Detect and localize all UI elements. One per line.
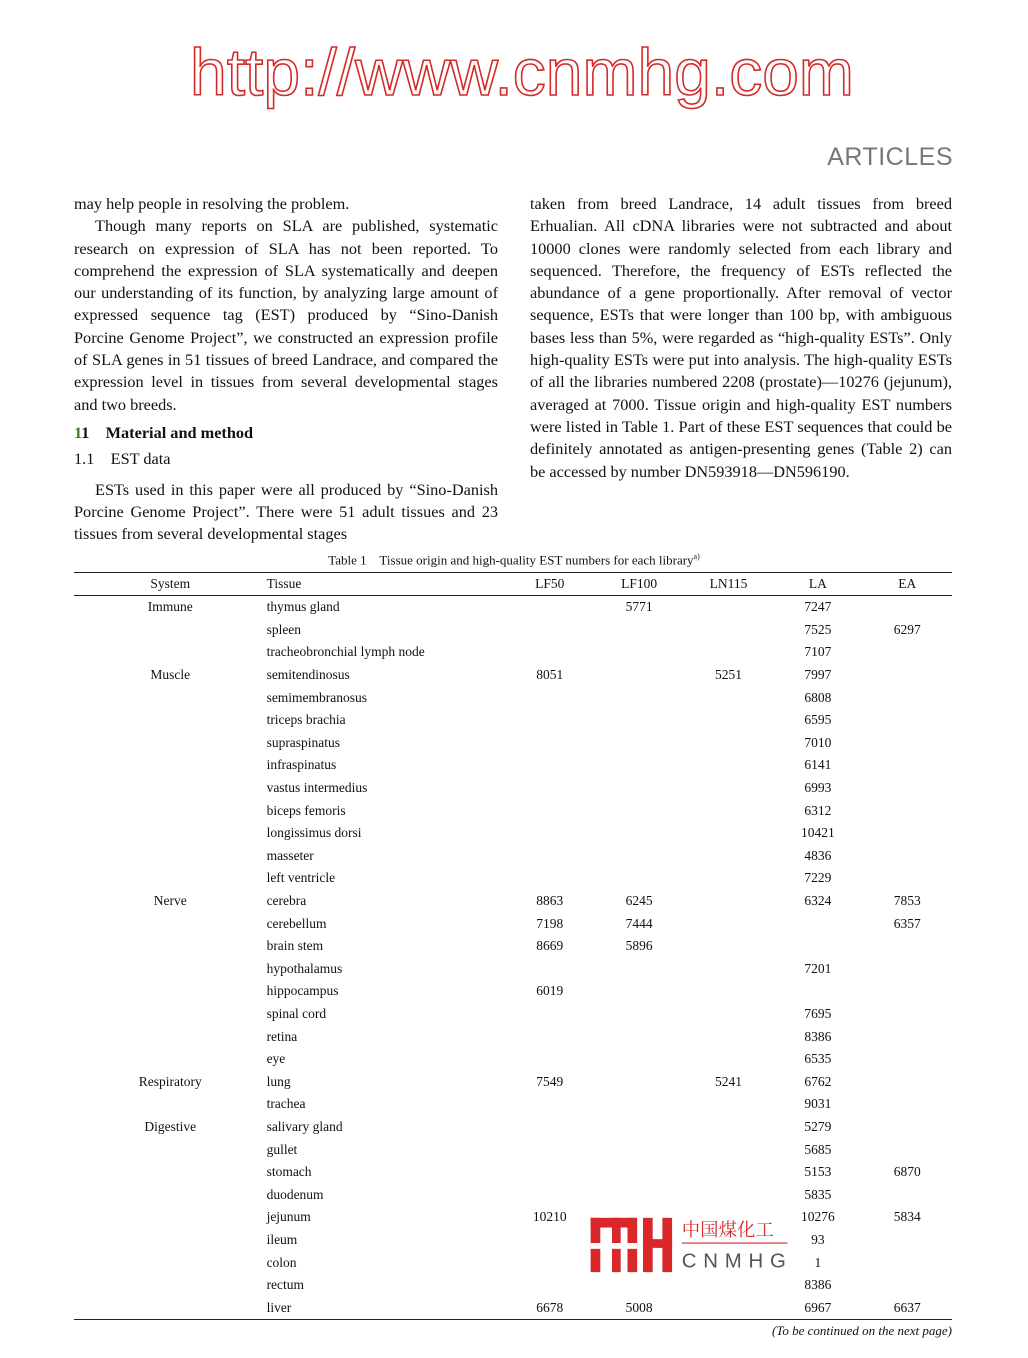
col-header: System [74,573,267,596]
ea-cell: 6357 [893,915,921,931]
lf50-cell [505,1003,594,1026]
col-header: LN115 [684,573,773,596]
ln115-cell [684,1161,773,1184]
tissue-cell: liver [267,1296,505,1319]
tissue-cell: trachea [266,1096,306,1112]
ln115-cell [684,1296,773,1319]
system-cell [74,822,267,845]
table-caption [0,552,1028,568]
tissue-cell: eye [266,1051,286,1067]
la-cell: 4836 [804,847,832,863]
lf50-cell: 8863 [536,893,564,909]
lf50-cell [505,619,594,642]
system-cell [74,777,267,800]
system-cell [74,958,267,981]
lf100-cell [594,754,683,777]
la-cell: 7107 [804,644,832,660]
tissue-cell: salivary gland [266,1118,343,1134]
lf50-cell [505,777,594,800]
system-cell [74,1048,267,1071]
lf50-cell [505,867,594,890]
table-row [74,845,952,868]
la-cell: 6141 [804,757,832,773]
lf100-cell [594,799,683,822]
system-cell [74,641,267,664]
la-cell: 7695 [804,1005,832,1021]
lf50-cell [505,1161,594,1184]
table-header-row [74,573,952,596]
system-cell [74,845,267,868]
la-cell: 5685 [804,1141,832,1157]
lf50-cell [505,754,594,777]
table-row [74,1138,952,1161]
system-cell [74,1229,267,1252]
tissue-cell: spleen [266,621,302,637]
table-row [74,1206,952,1229]
table-row [74,1093,952,1116]
lf50-cell [505,1025,594,1048]
logo-cn: 中国煤化工 [681,1220,774,1242]
lf100-cell [594,1116,683,1139]
ln115-cell [684,754,773,777]
lf50-cell: 7198 [536,915,564,931]
system-cell [74,709,267,732]
lf50-cell [505,822,594,845]
table-row [74,1274,952,1297]
tissue-cell: lung [266,1073,291,1089]
ln115-cell [684,1183,773,1206]
lf100-cell [594,686,683,709]
ln115-cell [684,912,773,935]
ln115-cell [684,732,773,755]
lf50-cell [505,596,594,619]
table-row [74,935,952,958]
lf50-cell [505,709,594,732]
system-cell [74,1296,267,1319]
table-row [74,1183,952,1206]
col-header: LF50 [505,573,594,596]
lf50-cell [505,1048,594,1071]
ea-cell [863,1025,952,1048]
table-row [74,799,952,822]
la-cell: 6808 [804,689,832,705]
tissue-cell: rectum [266,1277,305,1293]
ln115-cell [684,1274,773,1297]
la-cell [773,980,862,1003]
tissue-cell: spinal cord [266,1005,327,1021]
table-row [74,686,952,709]
system-cell [74,1093,267,1116]
lf100-cell [594,777,683,800]
system-cell [74,1274,267,1297]
tissue-cell: semimembranosus [266,689,368,705]
system-cell [74,1251,267,1274]
est-table [74,572,952,1320]
la-cell: 1 [814,1254,822,1270]
watermark-text: http://www.cnmhg.com [190,35,854,109]
lf100-cell [594,845,683,868]
lf100-cell [594,1025,683,1048]
ea-cell [863,867,952,890]
ea-cell [863,958,952,981]
system-cell [74,1183,267,1206]
table-row [74,1003,952,1026]
ln115-cell [684,709,773,732]
tissue-cell: cerebra [266,893,307,909]
la-cell: 8386 [804,1277,832,1293]
la-cell: 93 [811,1231,825,1247]
ea-cell: 6870 [893,1164,921,1180]
lf100-cell [594,1183,683,1206]
system-cell [74,799,267,822]
la-cell: 5835 [804,1186,832,1202]
lf100-cell: 5896 [625,938,653,954]
ln115-cell [684,641,773,664]
ea-cell [863,1138,952,1161]
cnmhg-logo [588,1212,793,1276]
table-row [74,1161,952,1184]
table-row [74,732,952,755]
lf50-cell [505,1251,594,1274]
system-cell [74,619,267,642]
lf100-cell [594,822,683,845]
la-cell: 6967 [773,1296,862,1319]
lf50-cell: 6678 [505,1296,594,1319]
ea-cell [863,709,952,732]
tissue-cell: duodenum [266,1186,324,1202]
left-column [74,193,498,545]
section-header: ARTICLES [827,143,953,171]
tissue-cell: cerebellum [266,915,327,931]
table-row [74,912,952,935]
system-cell [74,1025,267,1048]
right-column [530,193,952,483]
table-row [74,596,952,619]
table-row [74,754,952,777]
ea-cell: 7853 [893,893,921,909]
system-cell: Muscle [150,667,191,683]
lf50-cell [505,1138,594,1161]
tissue-cell: stomach [266,1164,312,1180]
ea-cell [863,596,952,619]
tissue-cell: vastus intermedius [266,780,368,796]
la-cell: 7247 [804,599,832,615]
watermark [0,0,1028,130]
lf50-cell: 6019 [536,983,564,999]
continued-note: (To be continued on the next page) [771,1323,952,1338]
system-cell [74,1161,267,1184]
lf50-cell: 8051 [536,667,564,683]
ln115-cell [684,958,773,981]
section-heading [74,422,498,444]
system-cell: Respiratory [138,1073,202,1089]
tissue-cell: colon [266,1254,297,1270]
lf50-cell [505,732,594,755]
lf100-cell [594,867,683,890]
table-row [74,1048,952,1071]
ea-cell [863,1003,952,1026]
ea-cell [863,777,952,800]
ea-cell: 5834 [893,1209,921,1225]
ea-cell [863,732,952,755]
ln115-cell [684,845,773,868]
tissue-cell: biceps femoris [266,802,346,818]
ea-cell [863,754,952,777]
ea-cell [863,1274,952,1297]
lf100-cell [594,1070,683,1093]
tissue-cell: gullet [266,1141,298,1157]
lf100-cell [594,709,683,732]
ln115-cell [684,822,773,845]
section-number-mark: 1 [74,422,82,442]
table-row [74,1229,952,1252]
table-row [74,867,952,890]
la-cell: 7525 [804,621,832,637]
subsection-heading: 1.1 EST data [74,449,171,469]
lf100-cell [594,619,683,642]
system-cell [74,686,267,709]
table-row [74,822,952,845]
ln115-cell [684,777,773,800]
logo-en: CNMHG [681,1250,793,1273]
tissue-cell: triceps brachia [266,712,346,728]
la-cell [773,935,862,958]
la-cell: 10421 [801,825,835,841]
paragraph: Though many reports on SLA are published, systematic research on expression of SLA has not been reported. To comprehend the expression of SLA systematically and deepen our understanding of its function, by analyzing large amount of expressed sequence tag (EST) produced by “Sino-Danish Porcine Genome Project”, we constructed an expression profile of SLA genes in 51 tissues of breed Landrace, and compared the expression level in tissues from several developmental stages and two breeds. [74,216,498,414]
col-header: LF100 [594,573,683,596]
ln115-cell [684,980,773,1003]
la-cell: 7997 [804,667,832,683]
system-cell [74,1138,267,1161]
lf50-cell [505,641,594,664]
lf100-cell: 6245 [625,893,653,909]
tissue-cell: jejunum [266,1209,311,1225]
lf100-cell: 5771 [625,599,653,615]
ea-cell: 6637 [863,1296,952,1319]
section-title: Material and method [105,422,254,442]
la-cell: 6993 [804,780,832,796]
ea-cell [863,664,952,687]
col-header: EA [863,573,952,596]
ea-cell [863,686,952,709]
ln115-cell [684,1138,773,1161]
table-row [74,1296,952,1319]
table-row [74,980,952,1003]
system-cell [74,1003,267,1026]
table-row [74,777,952,800]
system-cell [74,912,267,935]
ea-cell [863,935,952,958]
table-row [74,619,952,642]
table-row [74,958,952,981]
ea-cell [863,1183,952,1206]
la-cell: 6324 [804,893,832,909]
tissue-cell: hypothalamus [266,960,343,976]
tissue-cell: ileum [266,1231,298,1247]
table-row [74,709,952,732]
paragraph: ESTs used in this paper were all produced by “Sino-Danish Porcine Genome Project”. There were 51 adult tissues and 23 tissues from several developmental stages [74,479,498,544]
lf100-cell [594,958,683,981]
table-row [74,890,952,913]
system-cell: Nerve [153,893,187,909]
la-cell: 7010 [804,734,832,750]
system-cell [74,980,267,1003]
ln115-cell [684,1048,773,1071]
ln115-cell [684,596,773,619]
system-cell: Digestive [144,1118,197,1134]
lf100-cell [594,664,683,687]
la-cell: 6535 [804,1051,832,1067]
ea-cell [863,822,952,845]
lf100-cell [594,732,683,755]
ea-cell [863,1070,952,1093]
ln115-cell [684,1116,773,1139]
ea-cell [863,1116,952,1139]
ea-cell [863,799,952,822]
lf50-cell [505,686,594,709]
ln115-cell [684,1003,773,1026]
ln115-cell [684,799,773,822]
lf50-cell: 7549 [536,1073,564,1089]
ea-cell [863,1093,952,1116]
lf50-cell: 10210 [532,1209,567,1225]
la-cell: 5279 [804,1118,832,1134]
tissue-cell: masseter [266,847,314,863]
ln115-cell [684,1093,773,1116]
la-cell: 6312 [804,802,832,818]
ea-cell [863,845,952,868]
tissue-cell: semitendinosus [266,667,350,683]
tissue-cell: infraspinatus [266,757,337,773]
ln115-cell [684,890,773,913]
lf100-cell [594,1161,683,1184]
la-cell: 10276 [801,1209,835,1225]
la-cell: 8386 [804,1028,832,1044]
system-cell [74,867,267,890]
ea-cell [863,1048,952,1071]
lf100-cell [594,1138,683,1161]
lf50-cell [505,845,594,868]
paragraph: taken from breed Landrace, 14 adult tissues from breed Erhualian. All cDNA libraries were not subtracted and about 10000 clones were randomly selected from each library and sequenced. Therefore, the frequency of ESTs reflected the abundance of a gene proportionally. After removal of vector sequence, ESTs that were longer than 100 bp, with ambiguous bases less than 5%, were regarded as “high-quality ESTs”. Only high-quality ESTs were put into analysis. The high-quality ESTs of all the libraries numbered 2208 (prostate)—10276 (jejunum), averaged at 7000. Tissue origin and high-quality EST numbers were listed in Table 1. Part of these EST sequences that could be definitely annotated as antigen-presenting genes (Table 2) can be accessed by number DN593918—DN596190. [530,194,952,481]
ln115-cell [684,619,773,642]
ln115-cell: 5241 [715,1073,743,1089]
la-cell: 5153 [804,1164,832,1180]
tissue-cell: longissimus dorsi [266,825,362,841]
ln115-cell [684,935,773,958]
la-cell: 7201 [804,960,832,976]
section-number: 1 [81,422,90,442]
ea-cell [863,1229,952,1252]
lf100-cell [594,1093,683,1116]
lf100-cell [594,1048,683,1071]
ea-cell [863,1251,952,1274]
system-cell [74,732,267,755]
table-body [74,596,952,1320]
system-cell [74,935,267,958]
tissue-cell: retina [266,1028,298,1044]
ea-cell [863,980,952,1003]
ln115-cell [684,686,773,709]
lf50-cell [505,799,594,822]
lf100-cell [594,1274,683,1297]
lf50-cell [505,1093,594,1116]
col-header: LA [773,573,862,596]
table-row [74,1025,952,1048]
la-cell: 7229 [804,870,832,886]
ln115-cell [684,1025,773,1048]
table-row [74,1070,952,1093]
la-cell: 6595 [804,712,832,728]
la-cell: 6762 [804,1073,832,1089]
ea-cell [863,641,952,664]
lf50-cell [505,1229,594,1252]
lf50-cell: 8669 [536,938,564,954]
col-header: Tissue [267,573,505,596]
table-row [74,641,952,664]
lf50-cell [505,1274,594,1297]
la-cell [773,912,862,935]
paragraph: may help people in resolving the problem. [74,194,350,213]
tissue-cell: tracheobronchial lymph node [266,644,425,660]
tissue-cell: hippocampus [266,983,339,999]
tissue-cell: supraspinatus [266,734,341,750]
tissue-cell: brain stem [266,938,324,954]
lf100-cell: 5008 [594,1296,683,1319]
table-row [74,1251,952,1274]
ln115-cell: 5251 [715,667,743,683]
la-cell: 9031 [804,1096,832,1112]
system-cell: Immune [147,599,193,615]
lf100-cell [594,980,683,1003]
lf100-cell: 7444 [625,915,653,931]
ln115-cell [684,867,773,890]
table-row [74,1116,952,1139]
tissue-cell: thymus gland [266,599,340,615]
system-cell [74,1206,267,1229]
lf50-cell [505,1116,594,1139]
lf50-cell [505,1183,594,1206]
caption-note: a) [693,552,700,561]
lf100-cell [594,1003,683,1026]
system-cell [74,754,267,777]
ea-cell: 6297 [893,621,921,637]
lf100-cell [594,641,683,664]
tissue-cell: left ventricle [266,870,336,886]
table-row [74,664,952,687]
caption-text: Table 1 Tissue origin and high-quality EST numbers for each library [328,552,694,568]
lf50-cell [505,958,594,981]
